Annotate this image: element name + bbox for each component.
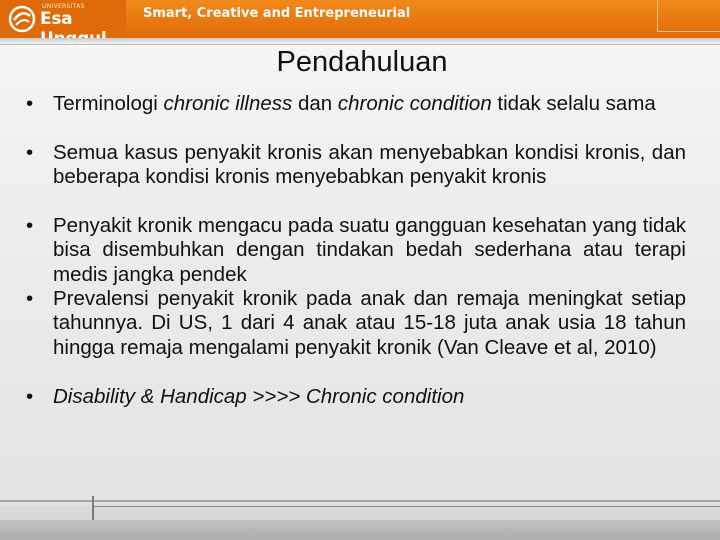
logo-small-text: UNIVERSITAS [42, 3, 85, 10]
footer-inner-line [92, 506, 720, 507]
bullet-5-text: Disability & Handicap >>>> Chronic condition [53, 385, 465, 408]
bullet-item-3 [26, 214, 686, 287]
bullet-1-italic-a: chronic illness [163, 92, 293, 115]
bullet-marker: • [26, 92, 34, 115]
bullet-4-text: Prevalensi penyakit kronik pada anak dan remaja meningkat setiap tahunnya. Di US, 1 dari 4 anak atau 15-18 juta anak usia 18 tahun hingga remaja mengalami penyakit kronik (Van Cleave et al, 2010) [53, 287, 686, 359]
bullet-list [26, 92, 686, 409]
bullet-marker: • [26, 141, 34, 164]
bullet-3-text: Penyakit kronik mengacu pada suatu gangguan kesehatan yang tidak bisa disembuhkan dengan tindakan bedah sederhana atau terapi medis jangka pendek [53, 214, 686, 286]
bullet-1-text-c: tidak selalu sama [491, 92, 656, 115]
header-decoration [657, 0, 720, 32]
bullet-marker: • [26, 214, 34, 237]
footer-divider [0, 500, 720, 502]
bullet-1-text-a: Terminologi [53, 92, 164, 115]
slide-title: Pendahuluan [276, 46, 448, 78]
bullet-item-1 [26, 92, 686, 141]
header-divider [0, 44, 720, 45]
bullet-2-text: Semua kasus penyakit kronis akan menyebabkan kondisi kronis, dan beberapa kondisi kronis menyebabkan penyakit kronis [53, 141, 686, 189]
bullet-marker: • [26, 385, 34, 408]
footer-shadow [0, 520, 720, 540]
logo [0, 0, 126, 38]
esa-unggul-logo-icon [8, 5, 36, 33]
bullet-marker: • [26, 287, 34, 310]
bullet-item-4 [26, 287, 686, 385]
bullet-item-2 [26, 141, 686, 214]
tagline: Smart, Creative and Entrepreneurial [143, 6, 411, 21]
header-bar [0, 0, 720, 38]
bullet-item-5 [26, 385, 686, 409]
bullet-1-text-b: dan [292, 92, 338, 115]
logo-text: Esa [40, 9, 73, 29]
bullet-1-italic-b: chronic condition [337, 92, 492, 115]
